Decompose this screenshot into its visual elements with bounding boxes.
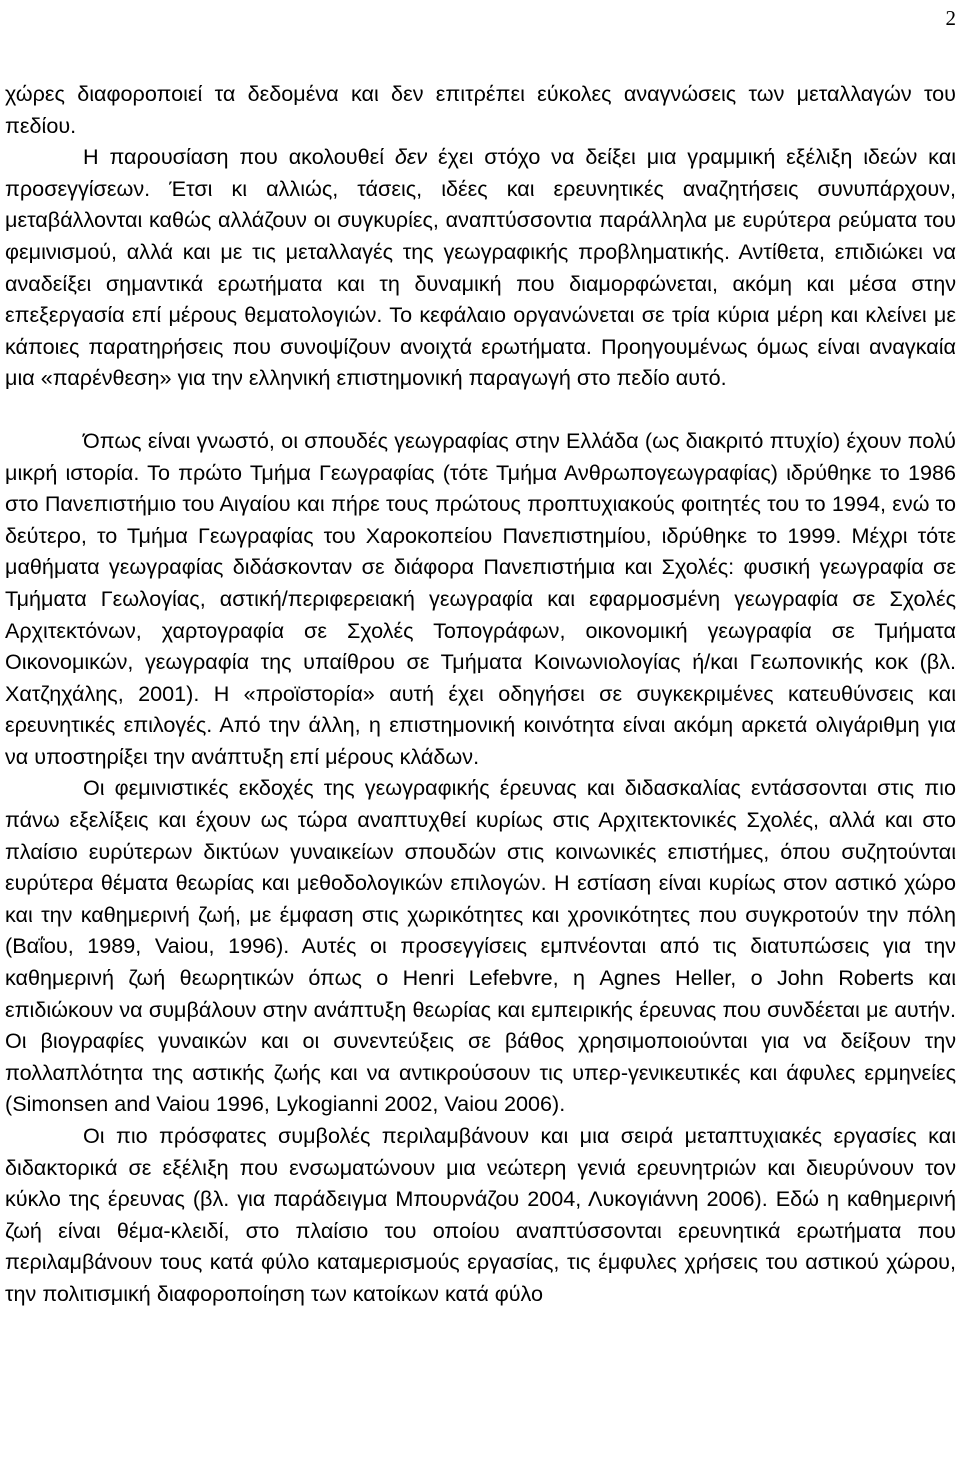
paragraph-continued: χώρες διαφοροποιεί τα δεδομένα και δεν επιτρέπει εύκολες αναγνώσεις των μεταλλαγών του πεδίου. [5,81,956,138]
paragraph-presentation [5,141,956,394]
paragraph-greek-geography: Όπως είναι γνωστό, οι σπουδές γεωγραφίας στην Ελλάδα (ως διακριτό πτυχίο) έχουν πολύ μικρή ιστορία. Το πρώτο Τμήμα Γεωγραφίας (τότε Τμήμα Ανθρωπογεωγραφίας) ιδρύθηκε το 1986 στο Πανεπιστήμιο του Αιγαίου και πήρε τους πρώτους προπτυχιακούς φοιτητές του το 1994, ενώ το δεύτερο, το Τμήμα Γεωγραφίας του Χαροκοπείου Πανεπιστημίου, ιδρύθηκε το 1999. Μέχρι τότε μαθήματα γεωγραφίας διδάσκονταν σε διάφορα Πανεπιστήμια και Σχολές: φυσική γεωγραφία σε Τμήματα Γεωλογίας, αστική/περιφερειακή γεωγραφία και εφαρμοσμένη γεωγραφία σε Σχολές Αρχιτεκτόνων, χαρτογραφία σε Σχολές Τοπογράφων, οικονομική γεωγραφία σε Τμήματα Οικονομικών, γεωγραφία της υπαίθρου σε Τμήματα Κοινωνιολογίας ή/και Γεωπονικής κοκ (βλ. Χατζηχάλης, 2001). Η «προϊστορία» αυτή έχει οδηγήσει σε συγκεκριμένες κατευθύνσεις και ερευνητικές επιλογές. Από την άλλη, η επιστημονική κοινότητα είναι ακόμη αρκετά ολιγάριθμη για να υποστηρίξει την ανάπτυξη επί μέρους κλάδων. [5,427,956,769]
paragraph-recent-contributions: Οι πιο πρόσφατες συμβολές περιλαμβάνουν και μια σειρά μεταπτυχιακές εργασίες και διδακτορικά σε εξέλιξη που ενσωματώνουν μια νεώτερη γενιά ερευνητριών και διευρύνουν τον κύκλο της έρευνας (βλ. για παράδειγμα Μπουρνάζου 2004, Λυκογιάννη 2006). Εδώ η καθημερινή ζωή είναι θέμα-κλειδί, στο πλαίσιο του οποίου αναπτύσσονται ερευνητικά ερωτήματα που περιλαμβάνουν τους κατά φύλο καταμερισμούς εργασίας, τις έμφυλες χρήσεις του αστικού χώρου, την πολιτισμική διαφοροποίηση των κατοίκων κατά φύλο [5,1123,956,1306]
paragraph-text-end: έχει στόχο να δείξει μια γραμμική εξέλιξη ιδεών και προσεγγίσεων. Έτσι κι αλλιώς, τάσεις, ιδέες και ερευνητικές αναζητήσεις συνυπάρχουν, μεταβάλλονται καθώς αλλάζουν οι συγκυρίες, αναπτύσσοντια παράλληλα με ευρύτερα ρεύματα του φεμινισμού, αλλά και με τις μεταλλαγές της γεωγραφικής προβληματικής. Αντίθετα, επιδιώκει να αναδείξει σημαντικά ερωτήματα και τη δυναμική που διαμορφώνεται, ακόμη και μέσα στην επεξεργασία επί μέρους θεματολογιών. Το κεφάλαιο οργανώνεται σε τρία κύρια μέρη και κλείνει με κάποιες παρατηρήσεις που συνοψίζουν ανοιχτά ερωτήματα. Προηγουμένως όμως είναι αναγκαία μια «παρένθεση» για την ελληνική επιστημονική παραγωγή στο πεδίο αυτό. [5,144,956,391]
page-number: 2 [945,6,956,30]
emphasis-text: δεν [394,144,428,170]
paragraph-text-start: Η παρουσίαση που ακολουθεί [83,144,395,170]
paragraph-feminist-approaches: Οι φεμινιστικές εκδοχές της γεωγραφικής έρευνας και διδασκαλίας εντάσσονται στις πιο πάνω εξελίξεις και έχουν ως τώρα αναπτυχθεί κυρίως στις Αρχιτεκτονικές Σχολές, αλλά και στο πλαίσιο ευρύτερων δικτύων γυναικείων σπουδών στις κοινωνικές επιστήμες, όπου συζητούνται ευρύτερα θέματα θεωρίας και μεθοδολογικών επιλογών. Η εστίαση είναι κυρίως στον αστικό χώρο και την καθημερινή ζωή, με έμφαση στις χωρικότητες και χρονικότητες που συγκροτούν την πόλη (Βαΐου, 1989, Vaiou, 1996). Αυτές οι προσεγγίσεις εμπνέονται από τις διατυπώσεις για την καθημερινή ζωή θεωρητικών όπως ο Henri Lefebvre, η Agnes Heller, ο John Roberts και επιδιώκουν να συμβάλουν στην ανάπτυξη θεωρίας και εμπειρικής έρευνας που συνδέεται με αυτήν. Οι βιογραφίες γυναικών και οι συνεντεύξεις σε βάθος χρησιμοποιούνται για να δείξουν την πολλαπλότητα της αστικής ζωής και να αντικρούσουν τις υπερ-γενικευτικές και άφυλες ερμηνείες (Simonsen and Vaiou 1996, Lykogianni 2002, Vaiou 2006). [5,775,956,1117]
document-body [5,78,956,1310]
